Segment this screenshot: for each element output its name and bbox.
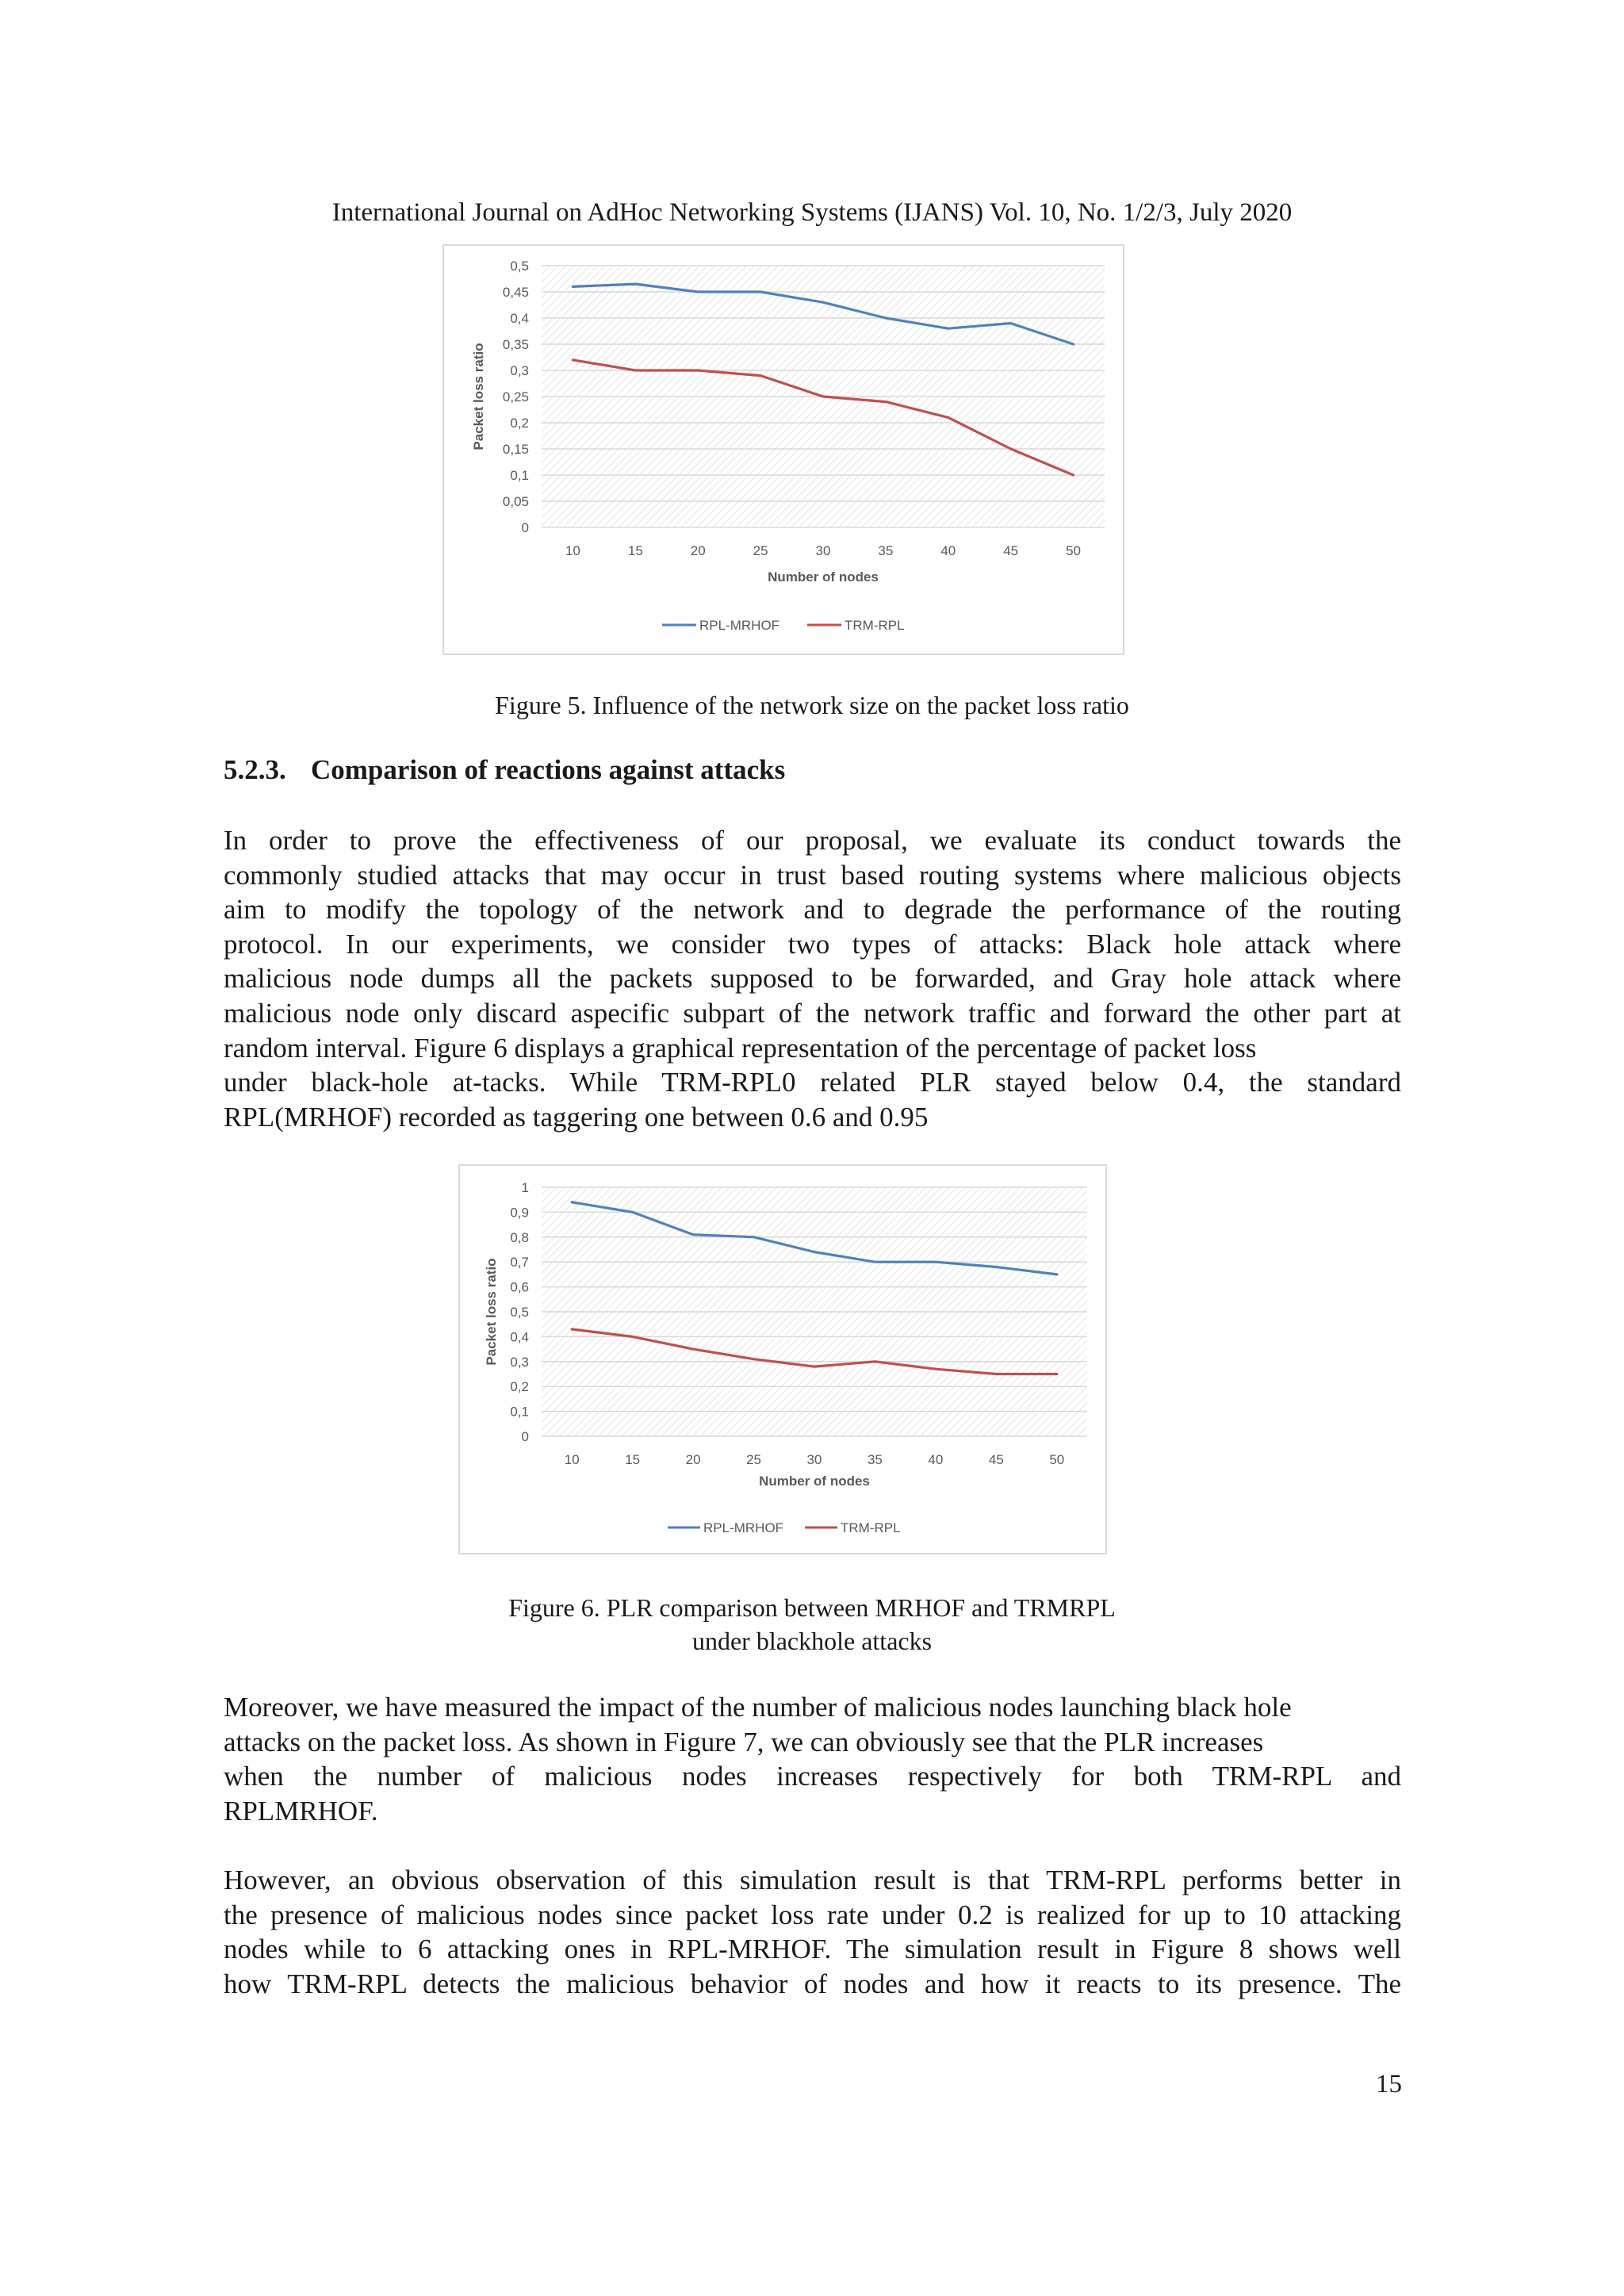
x-axis-label: Number of nodes [768, 569, 879, 585]
y-axis-label: Packet loss ratio [471, 343, 486, 450]
y-tick-label: 0,2 [510, 416, 529, 431]
x-tick-label: 15 [625, 1452, 641, 1467]
y-tick-label: 0,9 [510, 1205, 529, 1221]
x-tick-label: 35 [878, 543, 894, 558]
page-number: 15 [1376, 2070, 1402, 2099]
x-tick-label: 10 [565, 543, 580, 558]
x-tick-label: 40 [940, 543, 956, 558]
x-tick-label: 45 [1003, 543, 1019, 558]
x-tick-label: 50 [1066, 543, 1082, 558]
text-line: random interval. Figure 6 displays a graphical representation of the percentage of packet loss [224, 1032, 1257, 1064]
text-line: when the number of malicious nodes increases respectively for both TRM-RPL and [224, 1761, 1401, 1792]
y-tick-label: 0,1 [510, 1404, 529, 1420]
figure-6-caption-line-1: Figure 6. PLR comparison between MRHOF and TRMRPL [508, 1593, 1116, 1622]
figure-6-chart [458, 1164, 1107, 1554]
text-line: attacks on the packet loss. As shown in Figure 7, we can obviously see that the PLR increases [224, 1726, 1264, 1757]
y-tick-label: 0,5 [510, 259, 529, 274]
x-tick-label: 25 [746, 1452, 762, 1467]
y-tick-label: 0,45 [502, 285, 529, 300]
y-tick-label: 0 [521, 1429, 529, 1444]
figure-5-svg [444, 246, 1123, 654]
paragraph-2 [224, 1690, 1401, 1828]
text-line: protocol. In our experiments, we consider two types of attacks: Black hole attack where [224, 928, 1401, 960]
y-tick-label: 0,3 [510, 1354, 529, 1370]
figure-6-caption [0, 1591, 1624, 1658]
y-tick-label: 0,3 [510, 363, 529, 378]
figure-6-caption-line-2: under blackhole attacks [691, 1627, 933, 1655]
section-title: Comparison of reactions against attacks [311, 754, 786, 785]
y-tick-label: 0,6 [510, 1279, 529, 1295]
text-line: RPL(MRHOF) recorded as taggering one between 0.6 and 0.95 [224, 1101, 929, 1133]
section-number: 5.2.3. [224, 754, 286, 785]
x-tick-label: 15 [627, 543, 643, 558]
x-tick-label: 20 [690, 543, 706, 558]
text-line: aim to modify the topology of the network and to degrade the performance of the routing [224, 894, 1401, 926]
legend-label-rpl-mrhof: RPL-MRHOF [703, 1520, 784, 1535]
section-heading [224, 752, 785, 788]
text-line: RPLMRHOF. [224, 1795, 378, 1826]
y-tick-label: 0,05 [502, 494, 529, 509]
text-line: malicious node only discard aspecific subpart of the network traffic and forward the other part at [224, 997, 1401, 1029]
legend [662, 618, 905, 633]
y-tick-label: 0,4 [510, 1329, 529, 1345]
x-tick-label: 50 [1049, 1452, 1065, 1467]
y-axis-label: Packet loss ratio [484, 1258, 499, 1366]
y-tick-label: 0,35 [502, 337, 529, 352]
text-line: In order to prove the effectiveness of our proposal, we evaluate its conduct towards the [224, 825, 1401, 856]
paragraph-1 [224, 823, 1401, 1134]
y-tick-label: 0,2 [510, 1379, 529, 1395]
legend [668, 1520, 901, 1535]
x-tick-label: 40 [928, 1452, 944, 1467]
text-line: nodes while to 6 attacking ones in RPL-MRHOF. The simulation result in Figure 8 shows well [224, 1934, 1401, 1965]
x-tick-label: 20 [685, 1452, 701, 1467]
text-line: malicious node dumps all the packets supposed to be forwarded, and Gray hole attack where [224, 963, 1401, 995]
y-tick-label: 0,4 [510, 311, 529, 326]
figure-5-chart [442, 244, 1124, 655]
x-tick-label: 30 [815, 543, 831, 558]
text-line: under black-hole at-tacks. While TRM-RPL0 related PLR stayed below 0.4, the standard [224, 1067, 1401, 1098]
y-tick-label: 0,1 [510, 468, 529, 483]
y-tick-label: 0,8 [510, 1229, 529, 1245]
legend-label-trm-rpl: TRM-RPL [841, 1520, 901, 1535]
paragraph-3 [224, 1863, 1401, 2001]
text-line: the presence of malicious nodes since packet loss rate under 0.2 is realized for up to 10 attacking [224, 1899, 1401, 1930]
y-tick-label: 0 [521, 520, 529, 535]
x-tick-label: 30 [806, 1452, 822, 1467]
x-tick-label: 35 [867, 1452, 883, 1467]
x-tick-label: 25 [753, 543, 768, 558]
y-tick-label: 1 [521, 1180, 529, 1195]
x-tick-label: 10 [564, 1452, 580, 1467]
running-header: International Journal on AdHoc Networking Systems (IJANS) Vol. 10, No. 1/2/3, July 2020 [331, 198, 1293, 227]
y-tick-label: 0,7 [510, 1255, 529, 1271]
figure-5-caption: Figure 5. Influence of the network size on the packet loss ratio [495, 691, 1129, 719]
x-tick-label: 45 [988, 1452, 1004, 1467]
x-axis-label: Number of nodes [759, 1474, 870, 1489]
legend-label-trm-rpl: TRM-RPL [845, 618, 905, 633]
y-tick-label: 0,15 [502, 442, 529, 457]
legend-label-rpl-mrhof: RPL-MRHOF [699, 618, 780, 633]
text-line: how TRM-RPL detects the malicious behavior of nodes and how it reacts to its presence. The [224, 1968, 1401, 1999]
text-line: However, an obvious observation of this simulation result is that TRM-RPL performs better in [224, 1865, 1401, 1895]
y-tick-label: 0,25 [502, 389, 529, 404]
figure-6-svg [460, 1166, 1105, 1553]
text-line: Moreover, we have measured the impact of the number of malicious nodes launching black hole [224, 1692, 1292, 1723]
y-tick-label: 0,5 [510, 1305, 529, 1320]
text-line: commonly studied attacks that may occur in trust based routing systems where malicious objects [224, 859, 1401, 891]
